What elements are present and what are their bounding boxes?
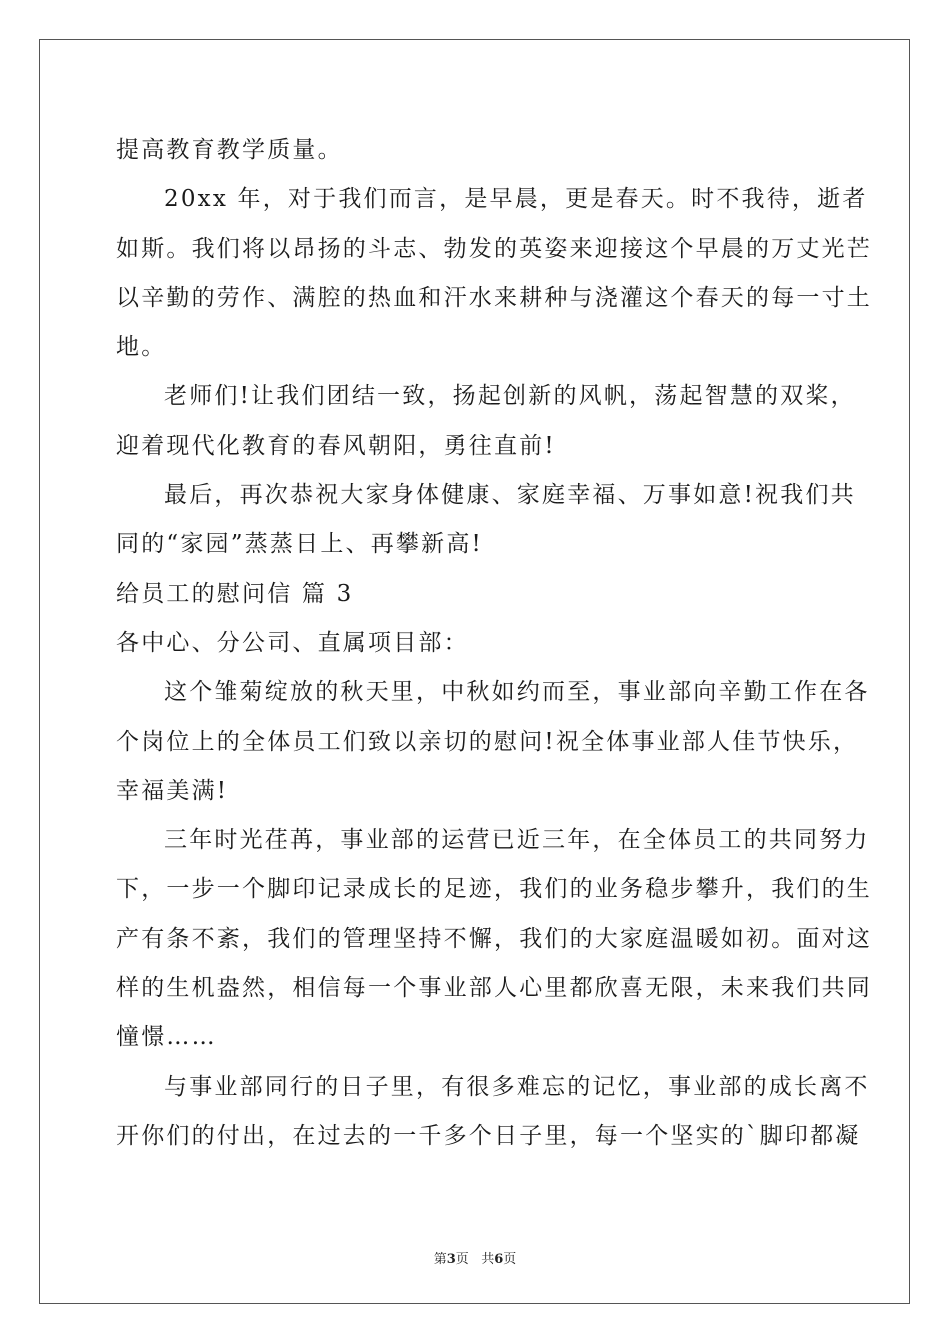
text-line: 样的生机盎然，相信每一个事业部人心里都欣喜无限，未来我们共同 <box>116 975 872 1002</box>
text-line: 提高教育教学质量。 <box>116 137 343 163</box>
footer-total-suffix: 页 <box>503 1252 517 1267</box>
text-line: 20xx 年，对于我们而言，是早晨，更是春天。时不我待，逝者 <box>164 186 868 213</box>
footer-total-prefix: 共 <box>481 1252 495 1267</box>
text-line: 以辛勤的劳作、满腔的热血和汗水来耕种与浇灌这个春天的每一寸土 <box>116 284 872 311</box>
text-line: 最后，再次恭祝大家身体健康、家庭幸福、万事如意!祝我们共 <box>164 482 856 509</box>
text-line: 三年时光荏苒，事业部的运营已近三年，在全体员工的共同努力 <box>164 827 870 854</box>
text-line: 给员工的慰问信 篇 3 <box>116 580 354 607</box>
total-page-number: 6 <box>494 1252 504 1267</box>
text-line: 憧憬…… <box>116 1024 217 1051</box>
text-line: 同的“家园”蒸蒸日上、再攀新高! <box>116 531 483 558</box>
text-line: 与事业部同行的日子里，有很多难忘的记忆，事业部的成长离不 <box>164 1073 870 1100</box>
text-line: 各中心、分公司、直属项目部： <box>116 629 469 656</box>
text-line: 这个雏菊绽放的秋天里，中秋如约而至，事业部向辛勤工作在各 <box>164 679 870 706</box>
text-line: 地。 <box>116 334 167 361</box>
text-line: 如斯。我们将以昂扬的斗志、勃发的英姿来迎接这个早晨的万丈光芒 <box>116 235 872 262</box>
footer-prefix: 第 <box>433 1252 447 1267</box>
text-line: 下，一步一个脚印记录成长的足迹，我们的业务稳步攀升，我们的生 <box>116 876 872 903</box>
text-line: 个岗位上的全体员工们致以亲切的慰问!祝全体事业部人佳节快乐， <box>116 728 859 755</box>
text-line: 幸福美满! <box>116 777 229 804</box>
page-footer <box>0 1248 950 1267</box>
footer-page-suffix: 页 <box>455 1252 469 1267</box>
current-page-number: 3 <box>446 1252 456 1267</box>
text-line: 迎着现代化教育的春风朝阳，勇往直前! <box>116 432 556 459</box>
text-line: 开你们的付出，在过去的一千多个日子里，每一个坚实的`脚印都凝 <box>116 1122 861 1149</box>
text-line: 产有条不紊，我们的管理坚持不懈，我们的大家庭温暖如初。面对这 <box>116 925 872 952</box>
text-line: 老师们!让我们团结一致，扬起创新的风帆，荡起智慧的双桨， <box>164 383 856 410</box>
document-body <box>116 126 872 1161</box>
